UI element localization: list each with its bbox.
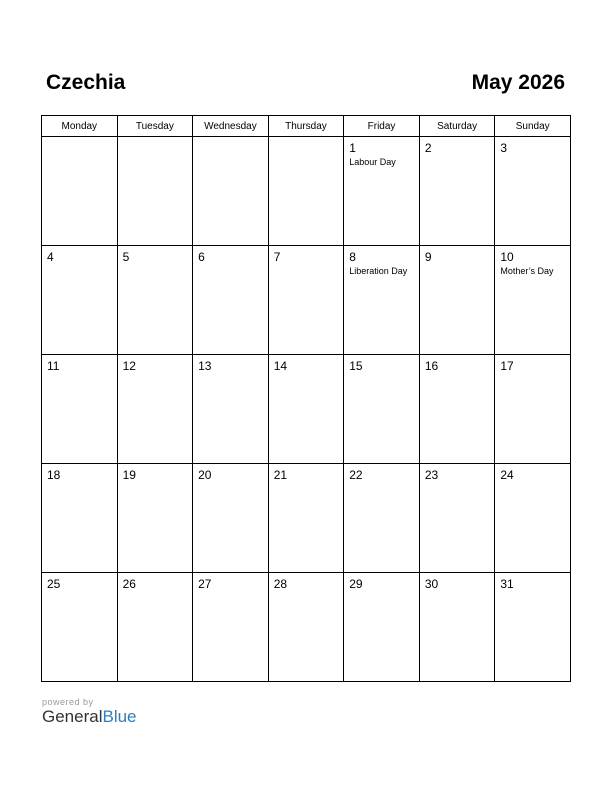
- day-cell: [117, 464, 193, 573]
- country-title: Czechia: [46, 71, 126, 94]
- day-number: 20: [198, 468, 212, 482]
- week-row: [42, 464, 571, 573]
- day-number: 26: [122, 577, 136, 591]
- day-cell: [193, 137, 269, 246]
- brand-general-text: General: [42, 707, 103, 726]
- day-number: 22: [349, 468, 363, 482]
- day-number: 23: [424, 468, 439, 482]
- week-row: [42, 573, 571, 682]
- day-cell: [419, 246, 495, 355]
- weekday-header-row: [42, 116, 571, 137]
- day-number: 14: [273, 359, 288, 373]
- day-number: 3: [500, 141, 508, 155]
- calendar-grid: [41, 115, 571, 682]
- day-number: 12: [122, 359, 136, 373]
- day-cell: [42, 137, 118, 246]
- day-cell: [42, 355, 118, 464]
- holiday-label: Labour Day: [349, 157, 396, 167]
- day-number: 10: [500, 250, 514, 264]
- holiday-label: Mother’s Day: [500, 266, 554, 276]
- day-cell: [268, 573, 344, 682]
- day-number: 30: [424, 577, 439, 591]
- day-cell: [419, 137, 495, 246]
- day-number: 25: [47, 577, 61, 591]
- day-cell: [117, 573, 193, 682]
- day-number: 24: [500, 468, 514, 482]
- weekday-tuesday: Tuesday: [117, 116, 193, 137]
- day-cell: [344, 355, 420, 464]
- day-cell: [193, 573, 269, 682]
- day-cell: [344, 137, 420, 246]
- month-title: May 2026: [471, 71, 565, 94]
- weekday-sunday: Sunday: [495, 116, 571, 137]
- day-number: 11: [47, 359, 60, 373]
- day-number: 31: [500, 577, 514, 591]
- day-cell: [495, 355, 571, 464]
- day-number: 7: [273, 250, 281, 264]
- day-number: 6: [198, 250, 205, 264]
- day-cell: [117, 355, 193, 464]
- footer-branding: [42, 697, 137, 727]
- day-number: 2: [424, 141, 432, 155]
- weekday-saturday: Saturday: [419, 116, 495, 137]
- day-cell: [268, 246, 344, 355]
- day-cell: [419, 573, 495, 682]
- day-cell: [419, 355, 495, 464]
- day-cell: [42, 464, 118, 573]
- weekday-friday: Friday: [344, 116, 420, 137]
- day-cell: [344, 464, 420, 573]
- day-number: 28: [273, 577, 288, 591]
- generalblue-logo: [42, 707, 137, 727]
- day-cell: [42, 246, 118, 355]
- day-cell: [268, 137, 344, 246]
- day-number: 16: [424, 359, 439, 373]
- day-number: 18: [47, 468, 61, 482]
- day-number: 9: [424, 250, 432, 264]
- day-number: 1: [349, 141, 356, 155]
- day-cell: [495, 573, 571, 682]
- day-number: 27: [198, 577, 212, 591]
- week-row: [42, 246, 571, 355]
- day-cell: [193, 355, 269, 464]
- day-cell: [495, 464, 571, 573]
- weekday-monday: Monday: [42, 116, 118, 137]
- brand-blue-text: Blue: [102, 707, 137, 726]
- day-cell: [495, 246, 571, 355]
- day-cell: [344, 573, 420, 682]
- day-cell: [268, 464, 344, 573]
- day-cell: [268, 355, 344, 464]
- week-row: [42, 137, 571, 246]
- day-cell: [419, 464, 495, 573]
- day-number: 13: [198, 359, 212, 373]
- holiday-label: Liberation Day: [349, 266, 408, 276]
- day-number: 5: [122, 250, 130, 264]
- day-cell: [495, 137, 571, 246]
- day-number: 29: [349, 577, 363, 591]
- day-number: 17: [500, 359, 514, 373]
- day-number: 19: [122, 468, 136, 482]
- day-cell: [42, 573, 118, 682]
- day-number: 8: [349, 250, 356, 264]
- day-cell: [117, 137, 193, 246]
- day-cell: [193, 464, 269, 573]
- week-row: [42, 355, 571, 464]
- weekday-wednesday: Wednesday: [193, 116, 269, 137]
- powered-by-text: powered by: [42, 697, 94, 707]
- weekday-thursday: Thursday: [268, 116, 344, 137]
- day-cell: [193, 246, 269, 355]
- day-cell: [117, 246, 193, 355]
- day-number: 21: [273, 468, 288, 482]
- day-number: 4: [47, 250, 54, 264]
- day-number: 15: [349, 359, 363, 373]
- day-cell: [344, 246, 420, 355]
